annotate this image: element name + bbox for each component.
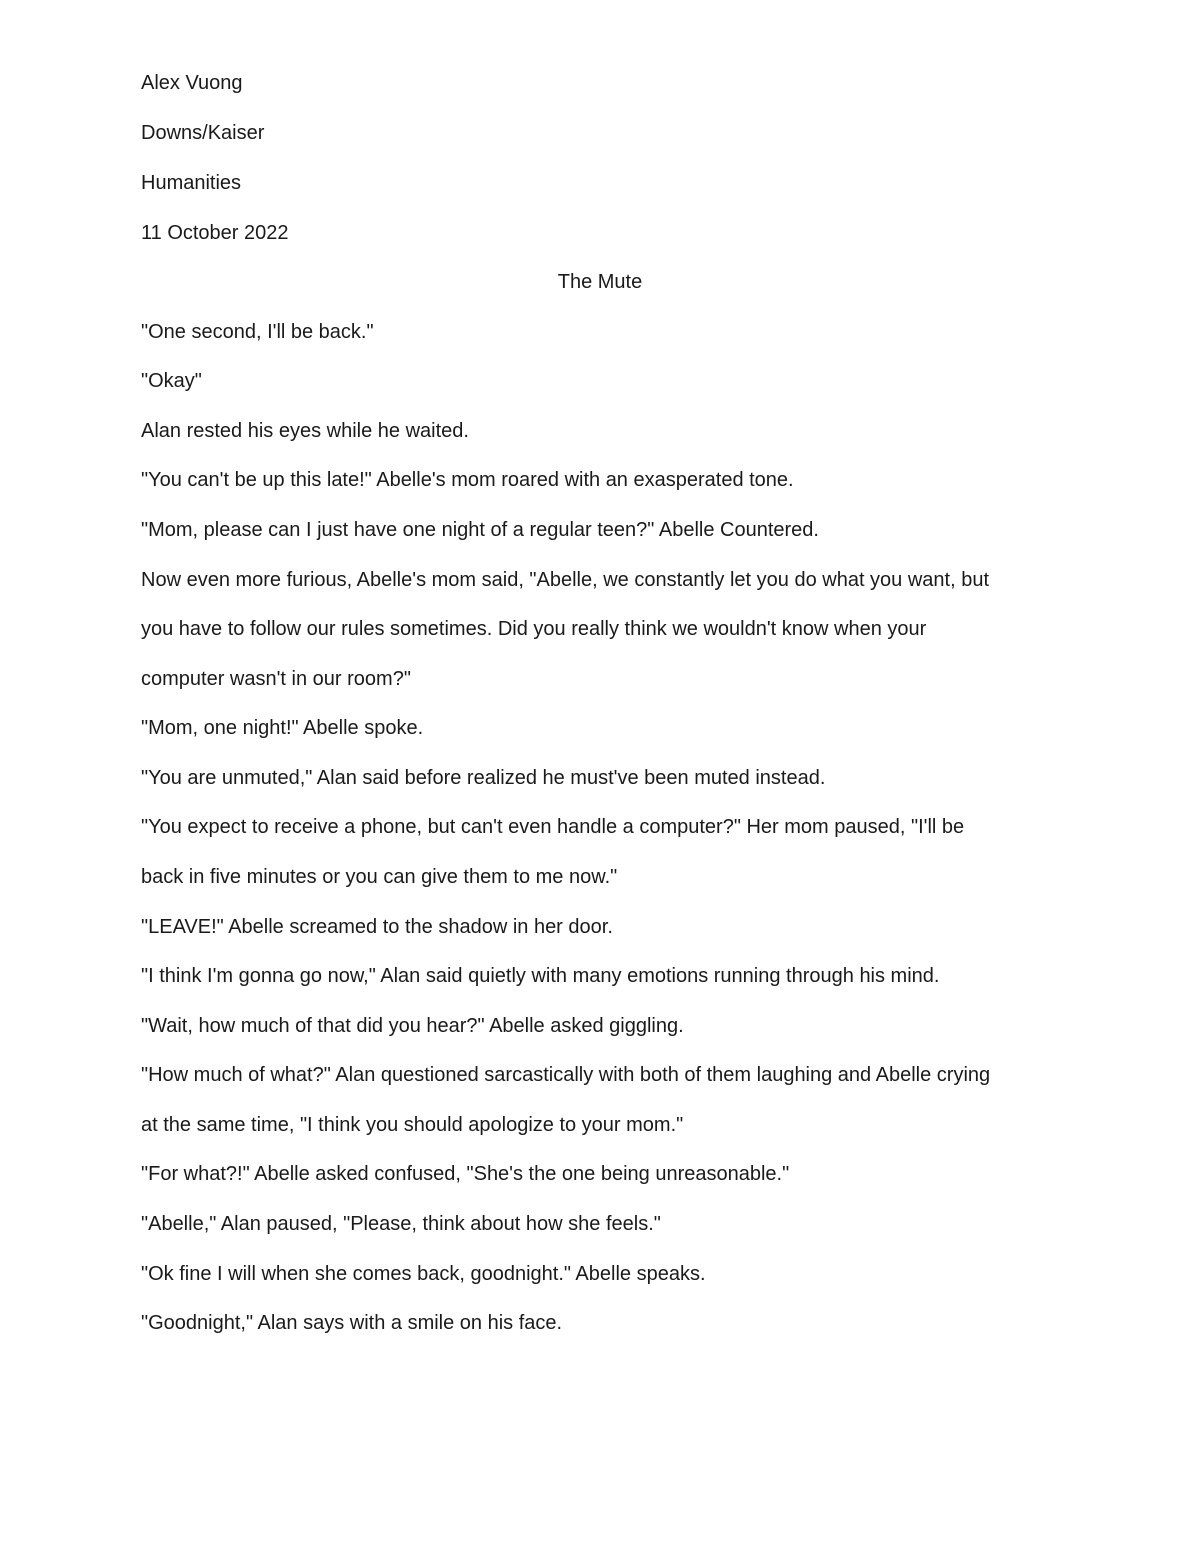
body-line: "Mom, please can I just have one night of a regular teen?" Abelle Countered.	[141, 519, 819, 541]
body-line: "Goodnight," Alan says with a smile on his face.	[141, 1312, 563, 1334]
body-line: Alan rested his eyes while he waited.	[141, 420, 469, 442]
document-title: The Mute	[557, 271, 643, 293]
body-line: "You can't be up this late!" Abelle's mom roared with an exasperated tone.	[141, 469, 794, 491]
body-line: "Mom, one night!" Abelle spoke.	[141, 717, 424, 739]
body-line: "How much of what?" Alan questioned sarcastically with both of them laughing and Abelle crying	[141, 1064, 991, 1086]
date: 11 October 2022	[141, 222, 289, 244]
body-line: "Ok fine I will when she comes back, goodnight." Abelle speaks.	[141, 1263, 706, 1285]
body-line: "Okay"	[141, 370, 202, 392]
body-line: "I think I'm gonna go now," Alan said quietly with many emotions running through his mind.	[141, 965, 940, 987]
body-line: "You expect to receive a phone, but can't even handle a computer?" Her mom paused, "I'll be	[141, 816, 965, 838]
body-line: "One second, I'll be back."	[141, 321, 374, 343]
course-name: Humanities	[141, 172, 242, 194]
body-line: "You are unmuted," Alan said before realized he must've been muted instead.	[141, 767, 826, 789]
teacher-name: Downs/Kaiser	[141, 122, 265, 144]
body-line: "For what?!" Abelle asked confused, "She's the one being unreasonable."	[141, 1163, 790, 1185]
author-name: Alex Vuong	[141, 72, 243, 94]
body-line: computer wasn't in our room?"	[141, 668, 411, 690]
body-line: "LEAVE!" Abelle screamed to the shadow in her door.	[141, 916, 613, 938]
body-line: Now even more furious, Abelle's mom said, "Abelle, we constantly let you do what you want, but	[141, 569, 990, 591]
body-line: "Wait, how much of that did you hear?" Abelle asked giggling.	[141, 1015, 684, 1037]
body-line: you have to follow our rules sometimes. Did you really think we wouldn't know when your	[141, 618, 927, 640]
body-line: "Abelle," Alan paused, "Please, think about how she feels."	[141, 1213, 661, 1235]
body-line: back in five minutes or you can give them to me now."	[141, 866, 618, 888]
body-line: at the same time, "I think you should apologize to your mom."	[141, 1114, 684, 1136]
